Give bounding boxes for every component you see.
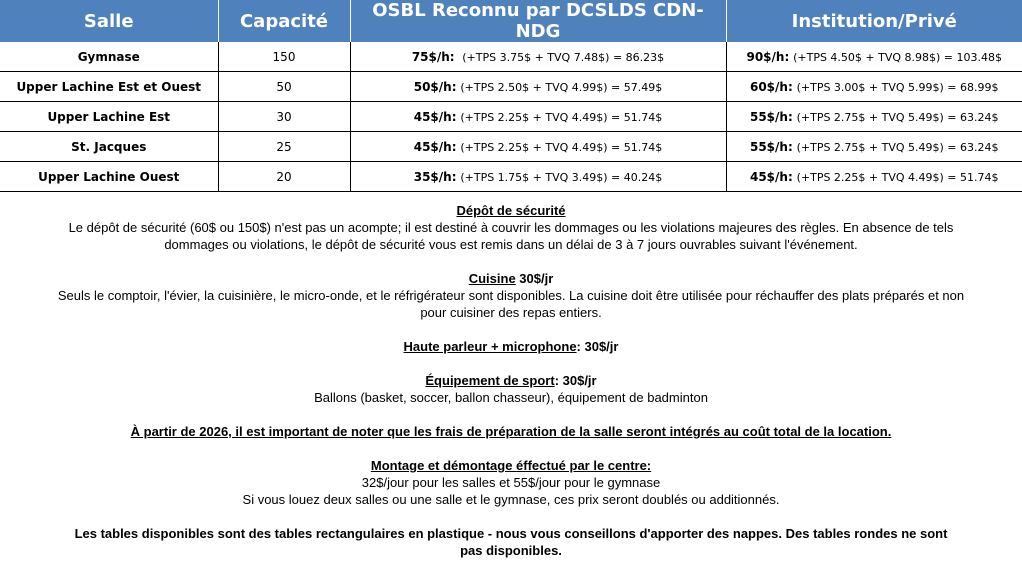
depot-line-2: dommages ou violations, le dépôt de sécurité vous est remis dans un délai de 3 à 7 jours ouvrables suivant l'événement. xyxy=(164,237,858,252)
osbl-rate: 35$/h: xyxy=(413,169,457,184)
cell-osbl xyxy=(350,72,726,102)
equipement-price: : 30$/jr xyxy=(554,373,597,388)
equipement-line-1: Ballons (basket, soccer, ballon chasseur), équipement de badminton xyxy=(314,390,708,405)
table-row xyxy=(0,162,1022,192)
cell-osbl xyxy=(350,102,726,132)
prive-taxes: (+TPS 2.75$ + TVQ 5.49$) = 63.24$ xyxy=(796,110,999,124)
cell-prive xyxy=(726,102,1022,132)
cell-salle: Upper Lachine Est xyxy=(0,102,218,132)
cell-osbl xyxy=(350,162,726,192)
haut-parleur-title: Haute parleur + microphone xyxy=(403,339,577,354)
osbl-taxes: (+TPS 1.75$ + TVQ 3.49$) = 40.24$ xyxy=(460,170,663,184)
osbl-rate: 45$/h: xyxy=(413,109,457,124)
header-osbl: OSBL Reconnu par DCSLDS CDN-NDG xyxy=(350,0,726,42)
equipement-title: Équipement de sport xyxy=(425,373,555,388)
cell-salle: Upper Lachine Est et Ouest xyxy=(0,72,218,102)
prive-rate: 45$/h: xyxy=(749,169,793,184)
cell-prive xyxy=(726,132,1022,162)
depot-title: Dépôt de sécurité xyxy=(456,203,566,218)
tables-line-1: Les tables disponibles sont des tables rectangulaires en plastique - nous vous conseillons d'apporter des nappes. Des tables rondes ne sont xyxy=(74,526,948,541)
osbl-taxes: (+TPS 2.25$ + TVQ 4.49$) = 51.74$ xyxy=(460,110,663,124)
prive-taxes: (+TPS 4.50$ + TVQ 8.98$) = 103.48$ xyxy=(793,50,1003,64)
osbl-taxes: (+TPS 2.50$ + TVQ 4.99$) = 57.49$ xyxy=(460,80,663,94)
cell-capacite: 150 xyxy=(218,42,350,72)
notes-section xyxy=(0,202,1022,559)
notice-2026 xyxy=(0,423,1022,440)
montage-title: Montage et démontage éffectué par le centre: xyxy=(370,458,652,473)
prive-rate: 60$/h: xyxy=(749,79,793,94)
table-header-row xyxy=(0,0,1022,42)
montage-line-1: 32$/jour pour les salles et 55$/jour pour le gymnase xyxy=(361,475,661,490)
osbl-taxes: (+TPS 3.75$ + TVQ 7.48$) = 86.23$ xyxy=(462,50,665,64)
cell-capacite: 25 xyxy=(218,132,350,162)
prive-rate: 55$/h: xyxy=(749,109,793,124)
cuisine-price: 30$/jr xyxy=(515,271,554,286)
cell-capacite: 20 xyxy=(218,162,350,192)
table-row xyxy=(0,72,1022,102)
equipement-heading xyxy=(0,372,1022,389)
montage-line-2: Si vous louez deux salles ou une salle et le gymnase, ces prix seront doublés ou additionnés. xyxy=(242,492,780,507)
haut-parleur-price: : 30$/jr xyxy=(576,339,619,354)
header-capacite: Capacité xyxy=(218,0,350,42)
cell-osbl xyxy=(350,132,726,162)
cuisine-heading xyxy=(0,270,1022,287)
haut-parleur-heading xyxy=(0,338,1022,355)
prive-taxes: (+TPS 3.00$ + TVQ 5.99$) = 68.99$ xyxy=(796,80,999,94)
notice-2026-text: À partir de 2026, il est important de noter que les frais de préparation de la salle seront intégrés au coût total de la location. xyxy=(130,424,892,439)
prive-taxes: (+TPS 2.75$ + TVQ 5.49$) = 63.24$ xyxy=(796,140,999,154)
cell-prive xyxy=(726,162,1022,192)
osbl-rate: 45$/h: xyxy=(413,139,457,154)
depot-line-1: Le dépôt de sécurité (60$ ou 150$) n'est pas un acompte; il est destiné à couvrir les dommages ou les violations majeures des règles. En absence de tels xyxy=(68,220,954,235)
osbl-rate: 50$/h: xyxy=(413,79,457,94)
table-row xyxy=(0,132,1022,162)
cell-osbl xyxy=(350,42,726,72)
prive-taxes: (+TPS 2.25$ + TVQ 4.49$) = 51.74$ xyxy=(796,170,999,184)
osbl-rate: 75$/h: xyxy=(411,49,455,64)
cell-salle: St. Jacques xyxy=(0,132,218,162)
header-salle: Salle xyxy=(0,0,218,42)
cell-prive xyxy=(726,72,1022,102)
rates-table xyxy=(0,0,1022,192)
cuisine-title: Cuisine xyxy=(468,271,516,286)
montage-heading xyxy=(0,457,1022,474)
cuisine-line-2: pour cuisiner des repas entiers. xyxy=(420,305,602,320)
osbl-taxes: (+TPS 2.25$ + TVQ 4.49$) = 51.74$ xyxy=(460,140,663,154)
depot-section xyxy=(0,202,1022,219)
table-row xyxy=(0,102,1022,132)
table-row xyxy=(0,42,1022,72)
tables-line-2: pas disponibles. xyxy=(460,543,562,558)
cell-capacite: 50 xyxy=(218,72,350,102)
cell-prive xyxy=(726,42,1022,72)
cell-salle: Gymnase xyxy=(0,42,218,72)
cuisine-line-1: Seuls le comptoir, l'évier, la cuisinière, le micro-onde, et le réfrigérateur sont disponibles. La cuisine doit être utilisée pour réchauffer des plats préparés et non xyxy=(57,288,965,303)
header-prive: Institution/Privé xyxy=(726,0,1022,42)
prive-rate: 90$/h: xyxy=(746,49,790,64)
cell-salle: Upper Lachine Ouest xyxy=(0,162,218,192)
prive-rate: 55$/h: xyxy=(749,139,793,154)
cell-capacite: 30 xyxy=(218,102,350,132)
